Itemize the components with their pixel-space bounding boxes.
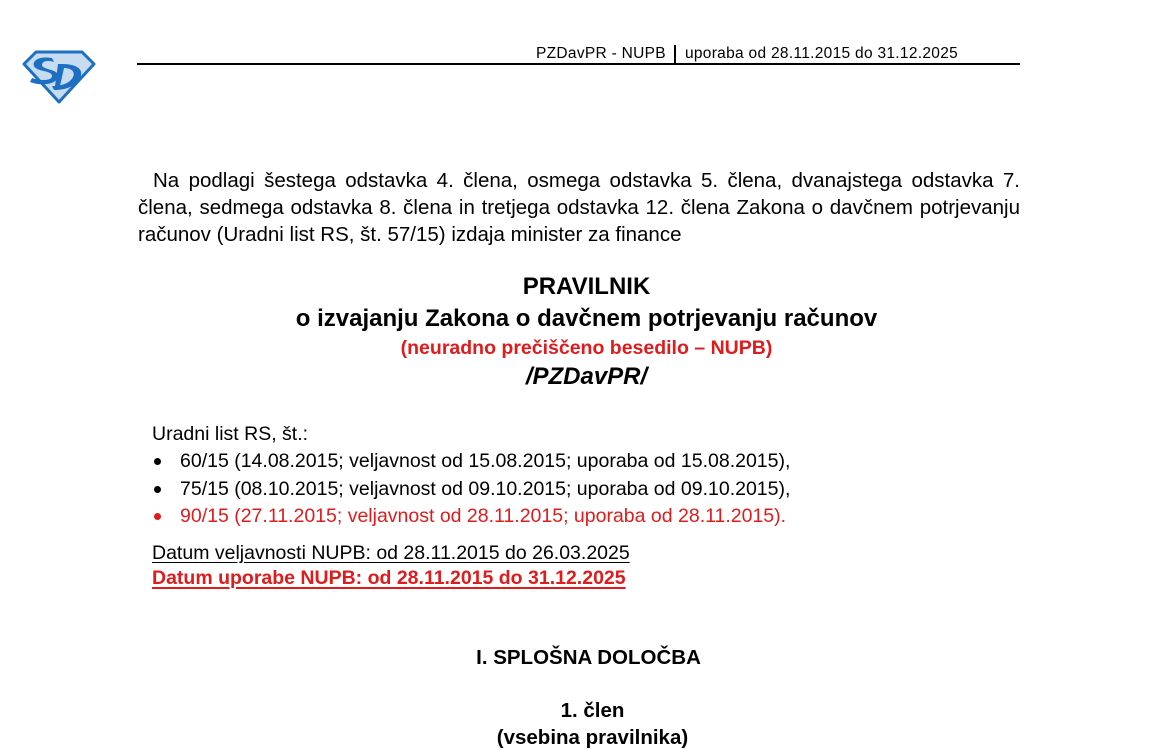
sd-shield-icon — [22, 48, 96, 104]
gazette-references — [152, 422, 790, 531]
gazette-entry-text: 90/15 (27.11.2015; veljavnost od 28.11.2015; uporaba od 28.11.2015). — [180, 505, 787, 527]
header-separator — [674, 45, 676, 65]
document-abbreviation: /PZDavPR/ — [525, 363, 648, 390]
gazette-label: Uradni list RS, št.: — [152, 423, 309, 445]
preamble-paragraph — [138, 167, 1020, 248]
running-header — [536, 44, 958, 64]
document-subtitle: o izvajanju Zakona o davčnem potrjevanju računov — [295, 305, 878, 332]
consolidated-text-note: (neuradno prečiščeno besedilo – NUPB) — [400, 337, 773, 359]
usage-date: Datum uporabe NUPB: od 28.11.2015 do 31.12.2025 — [152, 567, 626, 589]
gazette-entry-highlighted — [152, 503, 790, 531]
preamble-text: Na podlagi šestega odstavka 4. člena, osmega odstavka 5. člena, dvanajstega odstavka 7. člena, sedmega odstavka 8. člena in tretjega odstavka 12. člena Zakona o davčnem potrjevanju računov (Uradni list RS, št. 57/15) izdaja minister za finance — [138, 169, 1020, 246]
header-doc-code: PZDavPR - NUPB — [536, 45, 666, 62]
header-usage-period: uporaba od 28.11.2015 do 31.12.2025 — [684, 45, 959, 62]
section-heading: I. SPLOŠNA DOLOČBA — [476, 646, 701, 669]
article-number: 1. člen — [560, 699, 625, 722]
gazette-entry — [152, 448, 790, 476]
sd-logo — [22, 48, 96, 104]
gazette-entry-text: 60/15 (14.08.2015; veljavnost od 15.08.2015; uporaba od 15.08.2015), — [180, 450, 791, 472]
gazette-entry — [152, 476, 790, 504]
gazette-list — [152, 448, 790, 531]
bullet-icon — [154, 513, 161, 520]
bullet-icon — [154, 458, 161, 465]
bullet-icon — [154, 486, 161, 493]
title-block — [0, 271, 1157, 392]
validity-date: Datum veljavnosti NUPB: od 28.11.2015 do 26.03.2025 — [152, 542, 630, 564]
gazette-entry-text: 75/15 (08.10.2015; veljavnost od 09.10.2015; uporaba od 09.10.2015), — [180, 477, 791, 500]
header-rule — [137, 63, 1020, 65]
article-subject: (vsebina pravilnika) — [496, 726, 689, 749]
nupb-dates — [152, 541, 630, 591]
document-title: PRAVILNIK — [522, 273, 651, 300]
